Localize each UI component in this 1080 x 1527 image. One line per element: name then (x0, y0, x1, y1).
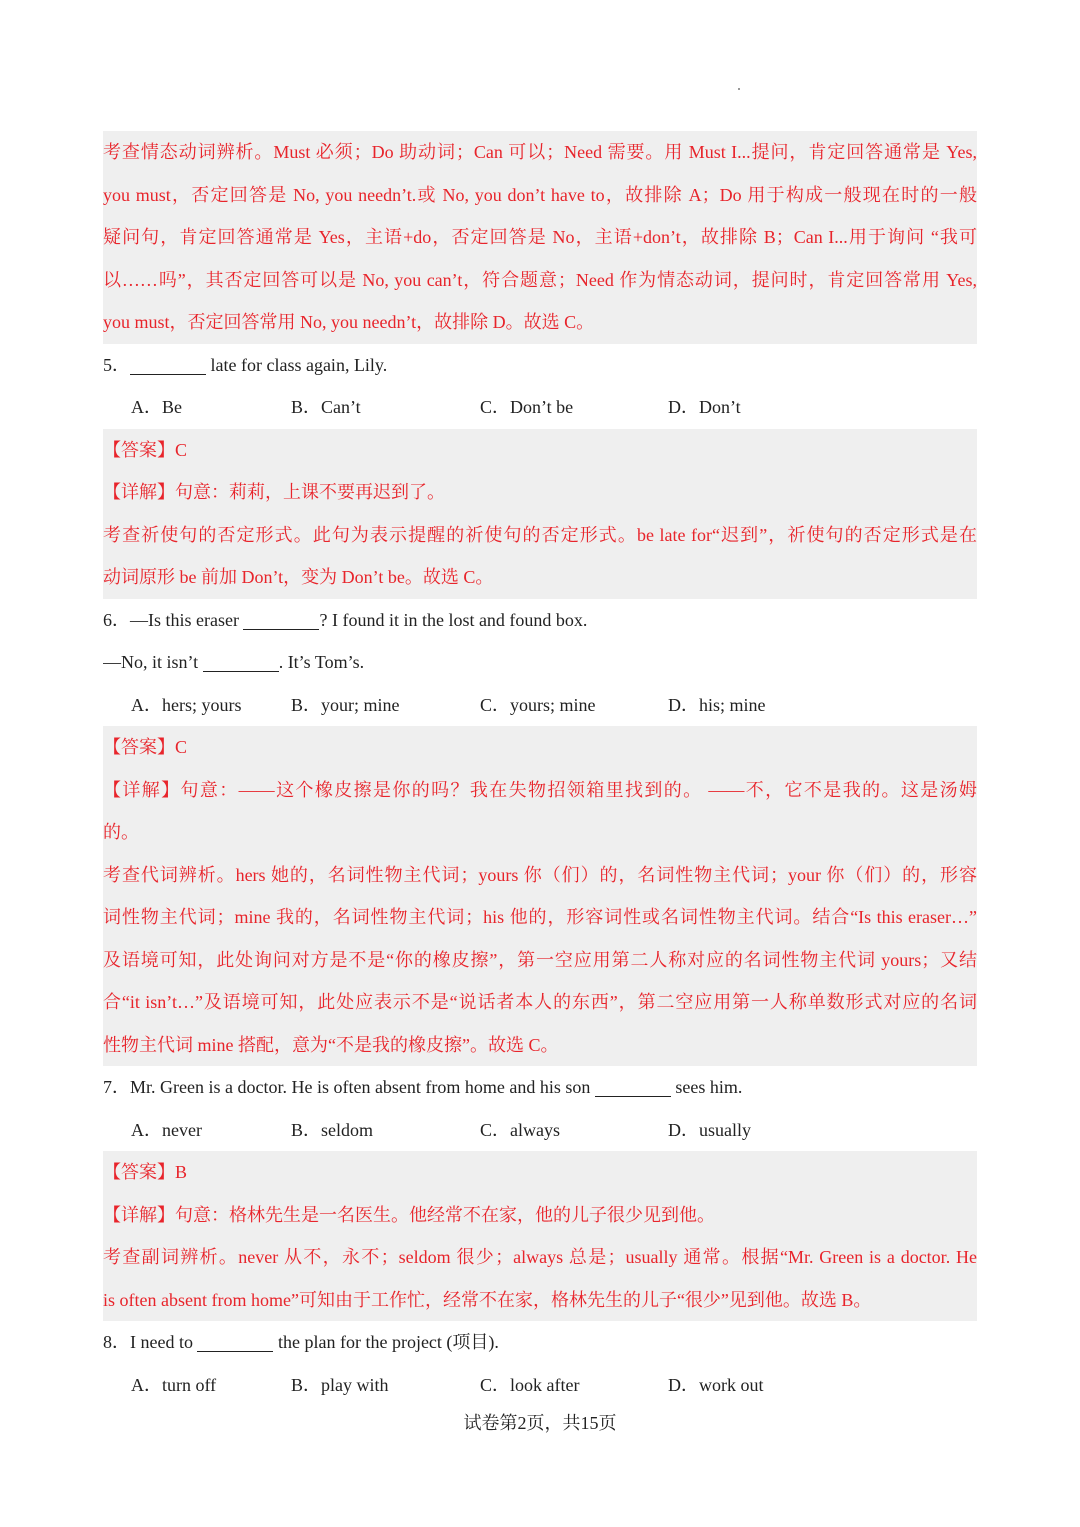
option-b: B．seldom (291, 1119, 374, 1140)
option-c: C．yours; mine (480, 694, 596, 715)
answer-blank (197, 1333, 273, 1352)
question-7-stem (103, 1066, 977, 1109)
analysis-line: 合“it isn’t…”及语境可知，此处应表示不是“说话者本人的东西”，第二空应用第一人称单数形式对应的名词 (103, 992, 977, 1012)
answer-label: 【答案】C (103, 737, 188, 757)
analysis-line: 词性物主代词；mine 我的，名词性物主代词；his 他的，形容词性或名词性物主代词。结合“Is this eraser…” (103, 907, 977, 927)
answer-label: 【答案】B (103, 1162, 188, 1182)
option-d: D．work out (668, 1374, 764, 1395)
scan-dot (738, 88, 740, 90)
option-a: A．turn off (131, 1374, 217, 1395)
analysis-line: 考查情态动词辨析。Must 必须；Do 助动词；Can 可以；Need 需要。用 Must I...提问，肯定回答通常是 Yes, (103, 142, 977, 162)
detail-line: 的。 (103, 822, 139, 842)
analysis-line: you must，否定回答常用 No, you needn’t，故排除 D。故选 C。 (103, 312, 595, 332)
analysis-line: 疑问句，肯定回答通常是 Yes，主语+do，否定回答是 No，主语+don’t，故排除 B；Can I...用于询问 “我可 (103, 227, 977, 247)
detail-line: 【详解】句意：格林先生是一名医生。他经常不在家，他的儿子很少见到他。 (103, 1204, 715, 1225)
q7-answer-block (103, 1151, 977, 1321)
question-text: 8．I need to (103, 1332, 198, 1352)
page-footer: 试卷第2页，共15页 (463, 1413, 617, 1433)
option-c: C．look after (480, 1374, 580, 1395)
question-6-stem-1 (103, 599, 977, 642)
question-5-stem (103, 344, 977, 387)
question-text: sees him. (670, 1077, 743, 1097)
analysis-line: 考查祈使句的否定形式。此句为表示提醒的祈使句的否定形式。be late for“迟到”，祈使句的否定形式是在 (103, 524, 977, 545)
question-6-stem-2 (103, 641, 977, 684)
answer-blank (203, 653, 279, 672)
analysis-line: 以……吗”，其否定回答可以是 No, you can’t，符合题意；Need 作为情态动词，提问时，肯定回答常用 Yes, (103, 269, 977, 290)
option-c: C．always (480, 1119, 560, 1140)
question-text: 7．Mr. Green is a doctor. He is often absent from home and his son (103, 1077, 595, 1097)
option-d: D．his; mine (668, 694, 766, 715)
option-a: A．hers; yours (131, 694, 242, 715)
analysis-line: 及语境可知，此处询问对方是不是“你的橡皮擦”，第一空应用第二人称对应的名词性物主代词 yours；又结 (103, 949, 977, 970)
analysis-line: 考查副词辨析。never 从不，永不；seldom 很少；always 总是；usually 通常。根据“Mr. Green is a doctor. He (103, 1247, 977, 1267)
page-content (103, 131, 977, 1406)
question-7-options (103, 1109, 977, 1152)
option-a: A．never (131, 1119, 202, 1140)
analysis-line: 动词原形 be 前加 Don’t，变为 Don’t be。故选 C。 (103, 567, 494, 587)
q4-analysis-block (103, 131, 977, 344)
option-b: B．Can’t (291, 397, 361, 417)
question-text: the plan for the project (项目). (273, 1332, 499, 1352)
option-b: B．play with (291, 1374, 389, 1395)
analysis-line: 性物主代词 mine 搭配，意为“不是我的橡皮擦”。故选 C。 (103, 1034, 559, 1055)
analysis-line: 考查代词辨析。hers 她的，名词性物主代词；yours 你（们）的，名词性物主代词；your 你（们）的，形容 (103, 864, 977, 885)
detail-line: 【详解】句意：莉莉，上课不要再迟到了。 (103, 482, 445, 502)
option-d: D．usually (668, 1119, 751, 1140)
question-8-options (103, 1364, 977, 1407)
question-text: . It’s Tom’s. (278, 652, 365, 672)
question-text: late for class again, Lily. (206, 354, 388, 375)
q5-answer-block (103, 429, 977, 599)
option-d: D．Don’t (668, 397, 741, 417)
question-8-stem (103, 1321, 977, 1364)
answer-blank (243, 611, 319, 630)
question-text: ? I found it in the lost and found box. (319, 609, 588, 630)
question-text: 6．—Is this eraser (103, 609, 244, 630)
option-a: A．Be (131, 397, 182, 417)
answer-blank (130, 356, 206, 375)
question-5-options (103, 386, 977, 429)
q6-answer-block (103, 726, 977, 1066)
question-text: —No, it isn’t (103, 652, 203, 672)
option-c: C．Don’t be (480, 397, 574, 417)
question-6-options (103, 684, 977, 727)
question-number: 5． (103, 354, 130, 375)
answer-blank (595, 1078, 671, 1097)
analysis-line: is often absent from home”可知由于工作忙，经常不在家，格林先生的儿子“很少”见到他。故选 B。 (103, 1289, 872, 1310)
analysis-line: you must，否定回答是 No, you needn’t.或 No, you don’t have to，故排除 A；Do 用于构成一般现在时的一般 (103, 184, 977, 205)
answer-label: 【答案】C (103, 439, 188, 460)
detail-line: 【详解】句意：——这个橡皮擦是你的吗？我在失物招领箱里找到的。 ——不，它不是我的。这是汤姆 (103, 779, 977, 800)
option-b: B．your; mine (291, 694, 400, 715)
